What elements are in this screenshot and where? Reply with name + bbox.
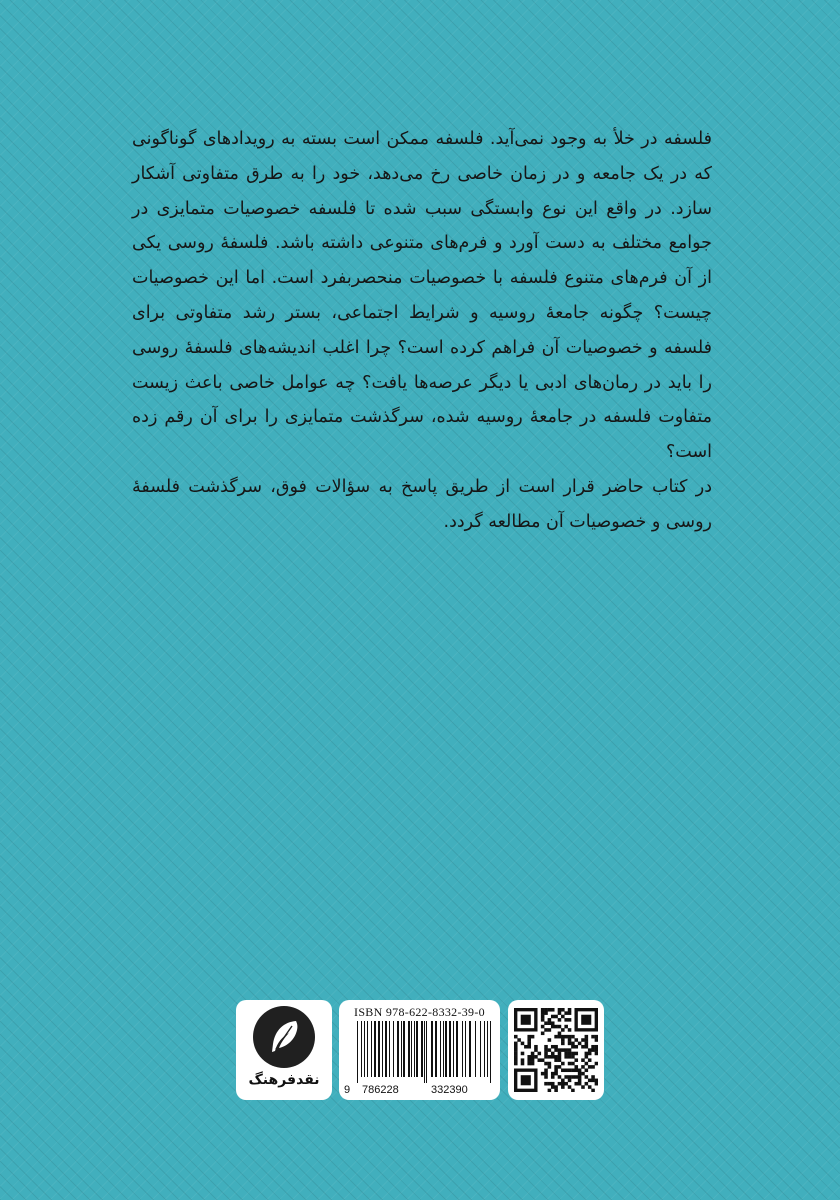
isbn-barcode-card xyxy=(339,1000,500,1100)
isbn-digits-right: 332390 xyxy=(431,1084,468,1096)
qr-code-card xyxy=(508,1000,604,1100)
publisher-logo-card xyxy=(236,1000,332,1100)
isbn-digit-prefix: 9 xyxy=(344,1084,351,1096)
isbn-digits-left: 786228 xyxy=(362,1084,399,1096)
feather-quill-icon xyxy=(262,1015,306,1059)
blurb-paragraph-1: فلسفه در خلأ به وجود نمی‌آید. فلسفه ممکن است بسته به رویدادهای گوناگونی که در یک جامعه و در زمان خاصی رخ می‌دهد، خود را به طرق متفاوتی آشکار سازد. در واقع این نوع وابستگی سبب شده تا فلسفه خصوصیات متمایزی در جوامع مختلف به دست آورد و فرم‌های متنوعی داشته باشد. فلسفهٔ روسی یکی از آن فرم‌های متنوع فلسفه با خصوصیات منحصربفرد است. اما این خصوصیات چیست؟ چگونه جامعهٔ روسیه و شرایط اجتماعی، بستر رشد متفاوتی برای فلسفه و خصوصیات آن فراهم کرده است؟ چرا اغلب اندیشه‌های فلسفهٔ روسی را باید در رمان‌های ادبی یا دیگر عرصه‌ها یافت؟ چه عوامل خاصی باعث زیست متفاوت فلسفه در جامعهٔ روسیه شده، سرگذشت متمایزی را برای آن رقم زده است؟ xyxy=(132,129,712,463)
publisher-name: نقدفرهنگ xyxy=(248,1072,320,1088)
isbn-digits xyxy=(345,1083,494,1097)
barcode xyxy=(345,1021,494,1083)
qr-code-icon xyxy=(514,1008,598,1092)
isbn-label: ISBN 978-622-8332-39-0 xyxy=(354,1005,485,1019)
blurb-paragraph-2: در کتاب حاضر قرار است از طریق پاسخ به سؤالات فوق، سرگذشت فلسفهٔ روسی و خصوصیات آن مطالعه گردد. xyxy=(132,476,712,532)
back-cover-blurb xyxy=(132,122,712,540)
publisher-logo xyxy=(253,1006,315,1068)
